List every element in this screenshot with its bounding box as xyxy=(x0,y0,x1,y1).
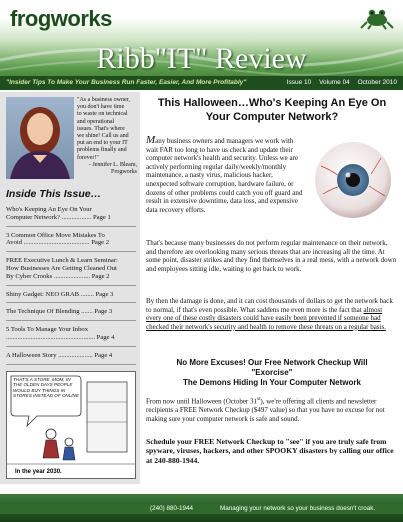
toc-line: The Technique Of Blending ....... Page 3 xyxy=(6,308,113,316)
toc-item[interactable] xyxy=(6,291,136,304)
tagline: "Insider Tips To Make Your Business Run Faster, Easier, And More Profitably" xyxy=(6,79,247,86)
quote-line: you don't have time xyxy=(77,104,125,111)
toc-line: 3 Common Office Move Mistakes To xyxy=(6,231,105,239)
paragraph-intro xyxy=(146,136,306,214)
paragraph-4-text: From now until Halloween (October 31 xyxy=(146,397,258,406)
table-of-contents xyxy=(6,206,136,370)
toc-line: Computer Network? .................. Page 1 xyxy=(6,213,111,221)
article-title: This Halloween…Who's Keeping An Eye On Your Computer Network? xyxy=(157,97,387,123)
footer-tagline: Managing your network so your business doesn't croak. xyxy=(220,505,376,512)
toc-item[interactable] xyxy=(6,257,136,285)
footer-phone[interactable]: (240) 880-1944 xyxy=(150,505,194,512)
toc-line: 5 Tools To Manage Your Inbox xyxy=(6,326,88,334)
toc-line: How Businesses Are Getting Cleaned Out xyxy=(6,264,117,272)
paragraph-2 xyxy=(146,239,398,273)
toc-item[interactable] xyxy=(6,308,136,321)
quote-line: "As a business owner, xyxy=(77,97,130,103)
toc-line: Shiny Gadget: NEO GRAB ........ Page 3 xyxy=(6,290,114,298)
toc-item[interactable] xyxy=(6,326,136,347)
quote-line: put an end to your IT xyxy=(77,140,128,147)
masthead xyxy=(0,0,403,90)
cartoon-illustration xyxy=(6,371,136,479)
owner-quote xyxy=(77,97,137,176)
heading-line: The Demons Hiding In Your Computer Network xyxy=(183,378,361,387)
toc-item[interactable] xyxy=(6,232,136,253)
toc-line: By Cyber Crooks ...................... Page 2 xyxy=(6,272,110,280)
call-to-action: Schedule your FREE Network Checkup to "see" if you are truly safe from spyware, viruses, hackers, and other SPOOKY disasters by calling our office at 240-880-1944. xyxy=(146,437,394,465)
quote-line: to waste on technical xyxy=(77,111,128,118)
toc-item[interactable] xyxy=(6,352,136,365)
toc-line: Who's Keeping An Eye On Your xyxy=(6,206,92,213)
volume-number: Volume 04 xyxy=(319,79,350,86)
quote-line: issues. That's where xyxy=(77,125,125,132)
sidebar xyxy=(0,92,140,484)
date-suffix: st xyxy=(257,397,261,402)
quote-company: Frogworks xyxy=(110,169,137,176)
paragraph-3-text: By then the damage is done, and it can cost thousands of dollars to get the network back to normal, if that's even possible. What saddens me even more is the fact that xyxy=(146,297,393,314)
paragraph-3 xyxy=(146,297,398,331)
drop-cap: M xyxy=(146,134,156,146)
footer-bar xyxy=(0,504,403,514)
quote-line: and operational xyxy=(77,118,115,125)
cartoon-bubble-text: THAT'S A STORE, MOM, IN THE OLDEN DAYS PEOPLE WOULD BUY THINGS IN STORES INSTEAD OF ONLINE xyxy=(13,377,79,399)
toc-line: Avoid ........................................ Page 2 xyxy=(6,239,109,247)
frogworks-logo: frogworks xyxy=(10,6,112,31)
cartoon-caption: In the year 2030. xyxy=(15,469,62,475)
heading-line: No More Excuses! Our Free Network Checkup Will xyxy=(176,358,368,367)
issue-info xyxy=(281,79,397,86)
toc-line: FREE Executive Lunch & Learn Seminar: xyxy=(6,257,118,265)
checkup-heading xyxy=(146,358,398,388)
eyeball-icon xyxy=(311,136,396,221)
toc-line: A Halloween Story ..................... Page 4 xyxy=(6,351,113,359)
quote-line: problems finally and xyxy=(77,147,127,154)
issue-date: October 2010 xyxy=(357,79,397,86)
issue-number: Issue 10 xyxy=(286,79,312,86)
heading-line: "Exorcise" xyxy=(251,368,293,377)
quote-line: forever!" xyxy=(77,154,99,161)
author-photo xyxy=(6,97,74,179)
quote-signature: - Jennifer L. Bleam, xyxy=(88,161,137,168)
paragraph-3-underline: almost every one of these costly disasters could have easily been prevented if someone had checked their network's security and health to remove these threats on a regular basis. xyxy=(146,305,386,331)
paragraph-intro-text: any business owners and managers we work with wait FAR too long to have us check and update their computer network's health and security. Unless we are actively performing regular daily/weekly/monthly maintenance, a nasty virus, malicious hacker, unexpected software corruption, hardware failure, or dozens of other problems could catch you off guard and result in extensive downtime, data loss, and expensive data recovery efforts. xyxy=(146,137,303,214)
frog-icon xyxy=(359,6,395,30)
quote-line: we shine! Call us and xyxy=(77,133,129,140)
inside-this-issue-heading: Inside This Issue… xyxy=(6,188,102,200)
paragraph-4-text-cont: ), we're offering all clients and newsletter recipients a FREE Network Checkup ($497 value) so that you have no excuse for not making sure your computer network is safe and sound. xyxy=(146,397,385,423)
toc-item[interactable] xyxy=(6,206,136,227)
paragraph-4 xyxy=(146,396,398,423)
footer xyxy=(0,494,403,522)
tagline-bar xyxy=(0,76,403,90)
newsletter-title: Ribb"IT" Review xyxy=(96,42,307,75)
toc-line: ...................................................... Page 4 xyxy=(6,333,115,341)
main-article xyxy=(146,96,398,465)
paragraph-2-text: That's because many businesses do not perform regular maintenance on their network, and therefore are overlooking many serious threats that are increasing all the time. At some point, disaster strikes and they find themselves in a real mess, with a network down and employees sitting idle, waiting to get back to work. xyxy=(146,239,397,273)
